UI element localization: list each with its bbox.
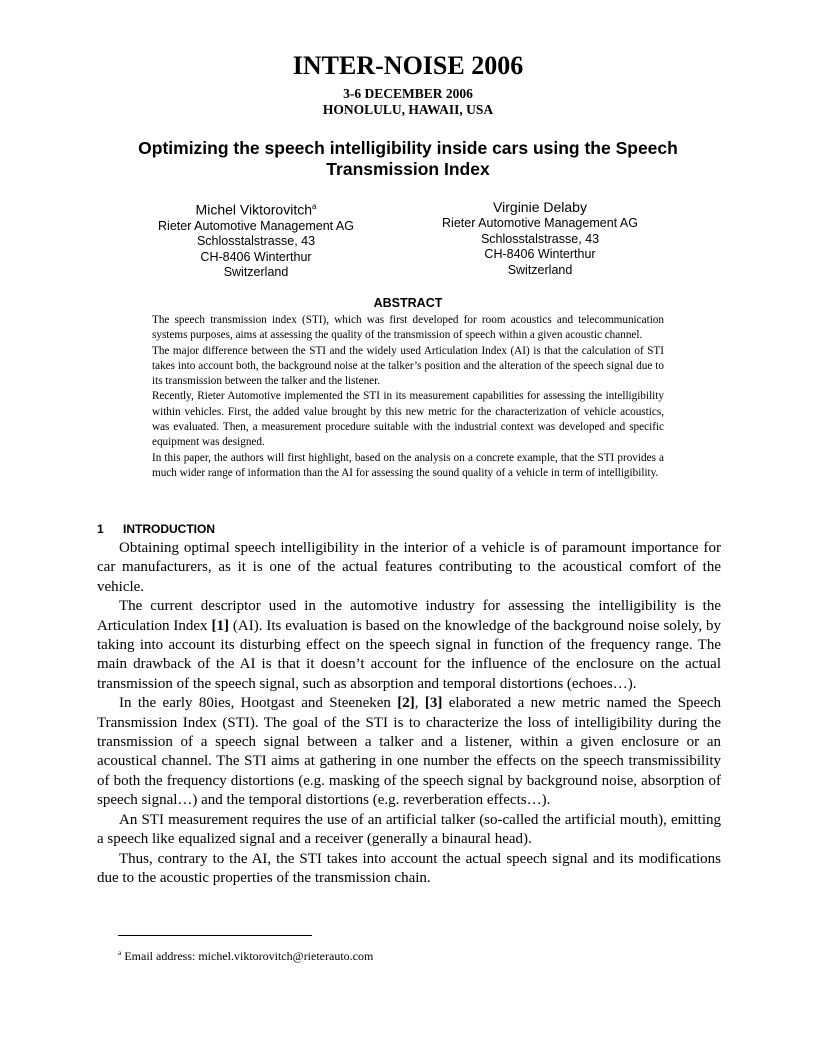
- citation-ref: [1]: [211, 617, 229, 634]
- citation-ref: [3]: [424, 695, 443, 712]
- author-city: CH-8406 Winterthur: [200, 249, 312, 264]
- abstract-paragraph: In this paper, the authors will first highlight, based on the analysis on a concrete example, that the STI provides a much wider range of information than the AI for assessing the sound quality of a vehicle in term of intelligibility.: [152, 451, 664, 479]
- body-paragraph: Thus, contrary to the AI, the STI takes into account the actual speech signal and its modifications due to the acoustic properties of the transmission chain.: [97, 850, 721, 886]
- author-city: CH-8406 Winterthur: [484, 247, 596, 261]
- body-paragraph: An STI measurement requires the use of an artificial talker (so-called the artificial mouth), emitting a speech like equalized signal and a receiver (generally a binaural head).: [97, 811, 721, 848]
- conference-location: HONOLULU, HAWAII, USA: [322, 102, 494, 117]
- section-title: INTRODUCTION: [123, 522, 215, 536]
- footnote: [118, 945, 373, 964]
- conference-dates: 3-6 DECEMBER 2006: [343, 86, 473, 101]
- citation-ref: [2]: [397, 695, 415, 712]
- abstract-paragraph: The speech transmission index (STI), which was first developed for room acoustics and telecommunication systems purposes, aims at assessing the quality of the transmission of speech within a given acoustic channel.: [152, 314, 664, 342]
- author-name: Michel Viktorovitch$^a$: [195, 201, 317, 218]
- section-number: 1: [97, 522, 104, 536]
- author-street: Schlosstalstrasse, 43: [480, 231, 600, 246]
- footnote-divider: [118, 935, 312, 936]
- footnote-marker: a: [312, 202, 317, 211]
- paper-title: Optimizing the speech intelligibility inside cars using the Speech Transmission Index: [138, 138, 678, 179]
- abstract-paragraph: The major difference between the STI and the widely used Articulation Index (AI) is that the calculation of STI takes into account both, the background noise at the talker’s position and the alteration of the speech signal due to its transmission between the talker and the listener.: [152, 344, 664, 388]
- author-block-1: [150, 198, 362, 281]
- author-street: Schlosstalstrasse, 43: [196, 234, 316, 249]
- abstract-body: [152, 313, 664, 481]
- section-heading: [97, 522, 215, 536]
- author-affiliation: Rieter Automotive Management AG: [442, 216, 638, 230]
- abstract-heading: ABSTRACT: [373, 296, 443, 310]
- author-affiliation: Rieter Automotive Management AG: [158, 218, 354, 233]
- author-block-2: [432, 198, 648, 278]
- footnote-mark: a: [118, 948, 122, 957]
- author-name: Virginie Delaby: [493, 199, 587, 215]
- body-paragraph: The current descriptor used in the automotive industry for assessing the intelligibility is the Articulation Index [1] (AI). Its evaluation is based on the knowledge of the background noise solely, by taking into account its disturbing effect on the speech signal in function of the frequency range. The main drawback of the AI is that it doesn’t account for the influence of the enclosure on the actual transmission of the speech signal, such as absorption and temporal distortions (echoes…).: [97, 598, 721, 692]
- abstract-paragraph: Recently, Rieter Automotive implemented the STI in its measurement capabilities for assessing the intelligibility within vehicles. First, the added value brought by this new metric for the characterization of vehicle acoustics, was evaluated. Then, a measurement procedure suitable with the industrial context was developed and specific equipment was designed.: [152, 390, 664, 449]
- author-country: Switzerland: [507, 262, 573, 277]
- body-paragraph: In the early 80ies, Hootgast and Steeneken [2], [3] elaborated a new metric named the Speech Transmission Index (STI). The goal of the STI is to characterize the loss of intelligibility during the transmission of a speech signal between a talker and a listener, within a given enclosure or an acoustical channel. The STI aims at gathering in one number the effects on the speech transmissibility of both the frequency distortions (e.g. masking of the speech signal by background noise, absorption of speech signal…) and the temporal distortions (e.g. reverberation effects…).: [97, 695, 722, 809]
- footnote-text: Email address: michel.viktorovitch@rieterauto.com: [121, 949, 374, 963]
- introduction-body: [97, 539, 721, 888]
- conference-name: INTER-NOISE 2006: [292, 51, 524, 80]
- body-paragraph: Obtaining optimal speech intelligibility in the interior of a vehicle is of paramount importance for car manufacturers, as it is one of the actual features contributing to the acoustical comfort of the vehicle.: [97, 540, 721, 595]
- author-country: Switzerland: [223, 265, 289, 280]
